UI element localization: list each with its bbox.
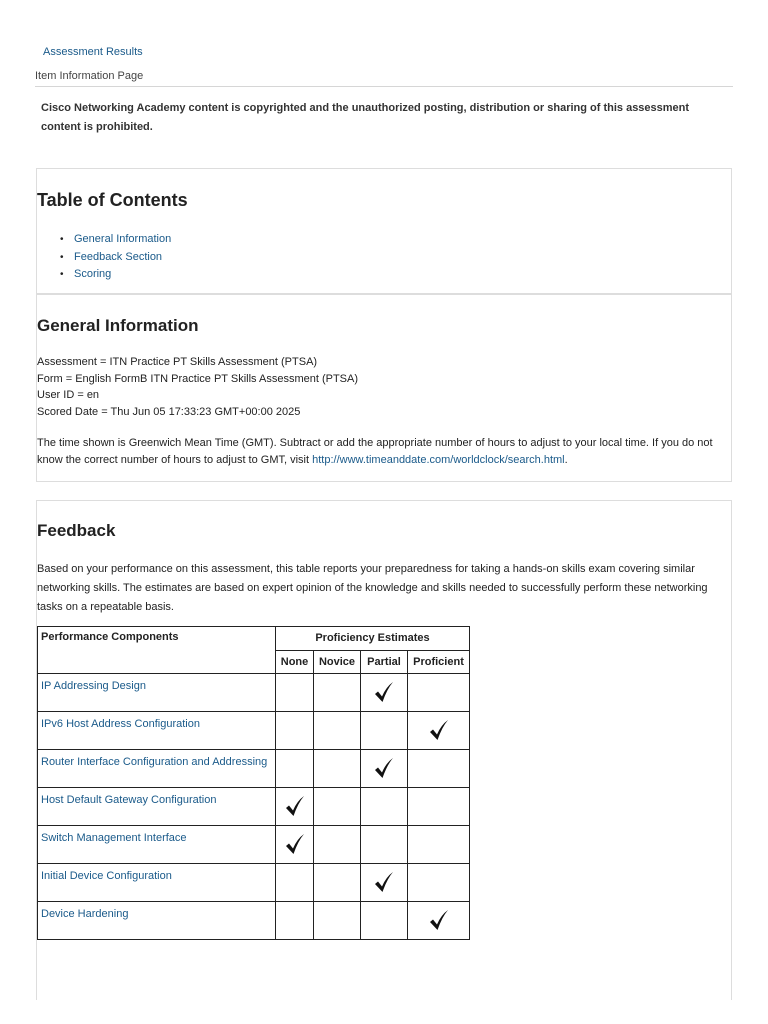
bullet-icon: • bbox=[60, 251, 64, 263]
level-cell-none bbox=[276, 788, 314, 826]
level-cell-proficient bbox=[408, 674, 470, 712]
table-row bbox=[38, 674, 470, 712]
level-header-proficient: Proficient bbox=[408, 650, 470, 674]
form-line: Form = English FormB ITN Practice PT Skills Assessment (PTSA) bbox=[37, 372, 359, 385]
level-cell-none bbox=[276, 674, 314, 712]
page-subtitle: Item Information Page bbox=[35, 70, 144, 82]
toc-link-scoring[interactable]: Scoring bbox=[74, 268, 112, 280]
toc-link-feedback-section[interactable]: Feedback Section bbox=[74, 250, 163, 263]
scored-date-line: Scored Date = Thu Jun 05 17:33:23 GMT+00:00 2025 bbox=[37, 405, 301, 418]
component-link[interactable]: IPv6 Host Address Configuration bbox=[41, 718, 200, 730]
level-cell-proficient bbox=[408, 712, 470, 750]
level-cell-novice bbox=[314, 712, 361, 750]
general-information-title: General Information bbox=[37, 316, 199, 335]
component-link[interactable]: Device Hardening bbox=[41, 908, 129, 920]
performance-components-header: Performance Components bbox=[38, 627, 276, 674]
bullet-icon: • bbox=[60, 234, 64, 245]
checkmark-icon bbox=[285, 833, 305, 855]
level-cell-none bbox=[276, 826, 314, 864]
gmt-note bbox=[37, 435, 731, 469]
level-cell-partial bbox=[361, 864, 408, 902]
checkmark-icon bbox=[374, 681, 394, 703]
assessment-results-link[interactable]: Assessment Results bbox=[43, 46, 143, 58]
level-cell-novice bbox=[314, 902, 361, 940]
level-cell-proficient bbox=[408, 750, 470, 788]
level-cell-novice bbox=[314, 826, 361, 864]
toc-item bbox=[60, 249, 171, 267]
level-cell-proficient bbox=[408, 788, 470, 826]
checkmark-icon bbox=[374, 757, 394, 779]
table-row bbox=[38, 864, 470, 902]
toc-title: Table of Contents bbox=[37, 190, 188, 210]
level-cell-proficient bbox=[408, 864, 470, 902]
component-cell bbox=[38, 788, 276, 826]
toc-item bbox=[60, 231, 171, 249]
level-cell-partial bbox=[361, 712, 408, 750]
toc-panel bbox=[36, 168, 732, 294]
header-divider bbox=[35, 86, 733, 87]
level-cell-none bbox=[276, 902, 314, 940]
component-link[interactable]: Switch Management Interface bbox=[41, 832, 187, 844]
feedback-title: Feedback bbox=[37, 521, 116, 540]
toc-item bbox=[60, 266, 171, 284]
proficiency-table-body bbox=[38, 674, 470, 940]
feedback-panel bbox=[36, 500, 732, 1000]
level-cell-partial bbox=[361, 902, 408, 940]
proficiency-estimates-header: Proficiency Estimates bbox=[276, 627, 470, 651]
bullet-icon: • bbox=[60, 269, 64, 280]
table-row bbox=[38, 712, 470, 750]
level-cell-none bbox=[276, 864, 314, 902]
level-cell-none bbox=[276, 712, 314, 750]
level-cell-novice bbox=[314, 788, 361, 826]
level-cell-none bbox=[276, 750, 314, 788]
component-cell bbox=[38, 826, 276, 864]
assessment-line: Assessment = ITN Practice PT Skills Assessment (PTSA) bbox=[37, 356, 318, 368]
level-cell-novice bbox=[314, 674, 361, 712]
component-cell bbox=[38, 750, 276, 788]
level-cell-proficient bbox=[408, 902, 470, 940]
toc-link-general-information[interactable]: General Information bbox=[74, 233, 172, 245]
component-cell bbox=[38, 864, 276, 902]
checkmark-icon bbox=[374, 871, 394, 893]
level-header-none: None bbox=[276, 650, 314, 674]
checkmark-icon bbox=[285, 795, 305, 817]
level-cell-partial bbox=[361, 826, 408, 864]
level-header-novice: Novice bbox=[314, 650, 361, 674]
general-information-panel bbox=[36, 294, 732, 482]
level-cell-proficient bbox=[408, 826, 470, 864]
level-cell-partial bbox=[361, 674, 408, 712]
level-cell-partial bbox=[361, 750, 408, 788]
component-link[interactable]: Host Default Gateway Configuration bbox=[41, 794, 217, 806]
component-cell bbox=[38, 712, 276, 750]
toc-list bbox=[60, 231, 171, 284]
checkmark-icon bbox=[429, 909, 449, 931]
level-cell-novice bbox=[314, 864, 361, 902]
proficiency-table bbox=[37, 626, 470, 940]
table-row bbox=[38, 750, 470, 788]
table-row bbox=[38, 902, 470, 940]
component-link[interactable]: Router Interface Configuration and Addressing bbox=[41, 756, 268, 768]
component-link[interactable]: IP Addressing Design bbox=[41, 680, 146, 692]
general-info-lines bbox=[37, 354, 358, 420]
level-cell-partial bbox=[361, 788, 408, 826]
table-row bbox=[38, 826, 470, 864]
feedback-description: Based on your performance on this assessment, this table reports your preparedness for taking a hands-on skills exam covering similar networking skills. The estimates are based on expert opinion of the knowledge and skills needed to successfully perform these networking tasks on a repeatable basis. bbox=[37, 563, 708, 613]
level-header-partial: Partial bbox=[361, 650, 408, 674]
component-link[interactable]: Initial Device Configuration bbox=[41, 870, 172, 882]
checkmark-icon bbox=[429, 719, 449, 741]
component-cell bbox=[38, 902, 276, 940]
level-cell-novice bbox=[314, 750, 361, 788]
gmt-note-end: . bbox=[564, 454, 568, 466]
copyright-notice: Cisco Networking Academy content is copyrighted and the unauthorized posting, distribution or sharing of this assessment content is prohibited. bbox=[41, 102, 690, 133]
timeanddate-link[interactable]: http://www.timeanddate.com/worldclock/search.html bbox=[312, 454, 565, 466]
gmt-note-text: The time shown is Greenwich Mean Time (GMT). Subtract or add the appropriate number of hours to adjust to your local time. If you do not know the correct number of hours to adjust to GMT, visit bbox=[37, 437, 713, 466]
table-row bbox=[38, 788, 470, 826]
component-cell bbox=[38, 674, 276, 712]
user-id-line: User ID = en bbox=[37, 389, 100, 401]
